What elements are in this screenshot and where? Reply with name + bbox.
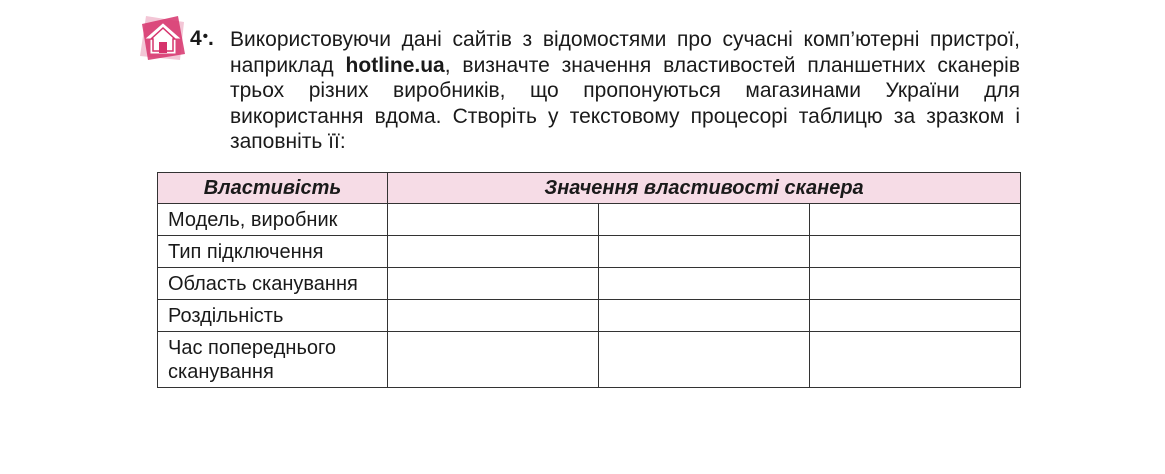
task-text-before: Використовуючи дані сайтів з відомостями про сучасні комп’ютерні пристрої, наприклад: [230, 28, 1020, 77]
table-row: [158, 332, 1021, 388]
home-icon: [138, 14, 188, 62]
value-cell: [388, 300, 599, 332]
task-text: [230, 27, 1020, 155]
task-number-value: 4: [190, 27, 202, 50]
value-cell: [599, 332, 810, 388]
value-cell: [810, 332, 1021, 388]
value-cell: [810, 204, 1021, 236]
table-row: [158, 300, 1021, 332]
value-cell: [810, 268, 1021, 300]
row-label: Модель, виробник: [158, 204, 388, 236]
value-cell: [599, 204, 810, 236]
value-cell: [599, 268, 810, 300]
task-level-marker: •: [202, 28, 208, 45]
site-name: hotline.ua: [345, 53, 445, 77]
row-label: Роздільність: [158, 300, 388, 332]
value-cell: [388, 268, 599, 300]
value-cell: [388, 332, 599, 388]
value-cell: [810, 300, 1021, 332]
task-number: 4•.: [190, 27, 214, 50]
row-label: Час попереднього сканування: [158, 332, 388, 388]
table-header-row: [158, 173, 1021, 204]
table-row: [158, 204, 1021, 236]
properties-table: [157, 172, 1021, 388]
header-value: Значення властивості сканера: [388, 173, 1021, 204]
value-cell: [599, 236, 810, 268]
value-cell: [810, 236, 1021, 268]
task-text-after: , визначте значення властивостей планшетних сканерів трьох різних виробників, що пропонуються магазинами України для використання вдома. Створіть у текстовому процесорі таблицю за зразком і заповніть її:: [230, 53, 1020, 154]
value-cell: [388, 236, 599, 268]
value-cell: [599, 300, 810, 332]
table-row: [158, 236, 1021, 268]
value-cell: [388, 204, 599, 236]
row-label: Область сканування: [158, 268, 388, 300]
header-property: Властивість: [158, 173, 388, 204]
table-row: [158, 268, 1021, 300]
row-label: Тип підключення: [158, 236, 388, 268]
